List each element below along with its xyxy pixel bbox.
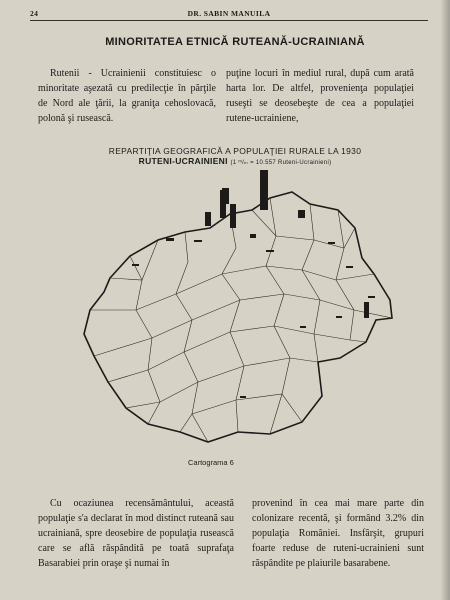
- map-bar: [266, 250, 274, 252]
- map-bar: [368, 296, 375, 298]
- map-bar: [132, 264, 139, 266]
- map-title-line1: REPARTIŢIA GEOGRAFICĂ A POPULAŢIEI RURALE LA 1930: [108, 146, 362, 156]
- map-bar: [298, 210, 305, 218]
- map-bar: [230, 204, 236, 228]
- country-outline: [84, 192, 392, 442]
- cartogram-map: [70, 170, 400, 450]
- county-borders: [90, 198, 392, 442]
- section-title: MINORITATEA ETNICĂ RUTEANĂ-UCRAINIANĂ: [105, 36, 365, 48]
- body-paragraph-right: provenind în cea mai mare parte din colonizare recentă, şi formând 3.2% din populaţia României. Insfârşit, grupuri foarte reduse de ruteni-ucrainieni sunt răspândite pe plaiurile basarabene.: [252, 498, 424, 569]
- map-scale-note: (1 ᵐ/ₘ = 10.557 Ruteni-Ucrainieni): [230, 160, 332, 166]
- page-number: 24: [30, 9, 39, 18]
- body-paragraph-left: Cu ocaziunea recensământului, această populaţie s'a declarat în mod distinct ruteană sau ucrainiană, spre deosebire de populaţia rusească care se află răspândită pe toată suprafaţa Basarabiei prin oraşe şi numai în: [38, 498, 234, 569]
- intro-paragraph-right: puţine locuri în mediul rural, după cum arată harta lor. De altfel, provenienţa populaţiei ruseşti se deosebeşte de cea a populaţiei rutene-ucrainiene,: [226, 68, 414, 124]
- map-bar: [250, 234, 256, 238]
- figure-caption: Cartograma 6: [188, 458, 234, 467]
- map-bar: [336, 316, 342, 318]
- map-bar: [364, 302, 369, 318]
- map-bar: [166, 238, 174, 241]
- running-header: [30, 7, 428, 21]
- header-rule: [30, 20, 428, 21]
- map-bar: [205, 212, 211, 226]
- intro-paragraph-left: Rutenii - Ucrainienii constituiesc o minoritate aşezată cu predilecţie în părţile de Nord ale ţării, la graniţa cehoslovacă, polonă şi rusească.: [38, 68, 216, 124]
- map-bar: [194, 240, 202, 242]
- map-bar: [260, 170, 268, 210]
- map-bar: [240, 396, 246, 398]
- map-title-line2: [60, 156, 410, 168]
- running-author: DR. SABIN MANUILA: [187, 9, 271, 18]
- map-bar: [328, 242, 335, 244]
- map-bar: [300, 326, 306, 328]
- map-title-group: RUTENI-UCRAINIENI: [138, 156, 228, 166]
- map-bar: [346, 266, 353, 268]
- map-title: [60, 146, 410, 168]
- map-bar: [220, 190, 226, 218]
- page-edge-shadow: [440, 0, 450, 600]
